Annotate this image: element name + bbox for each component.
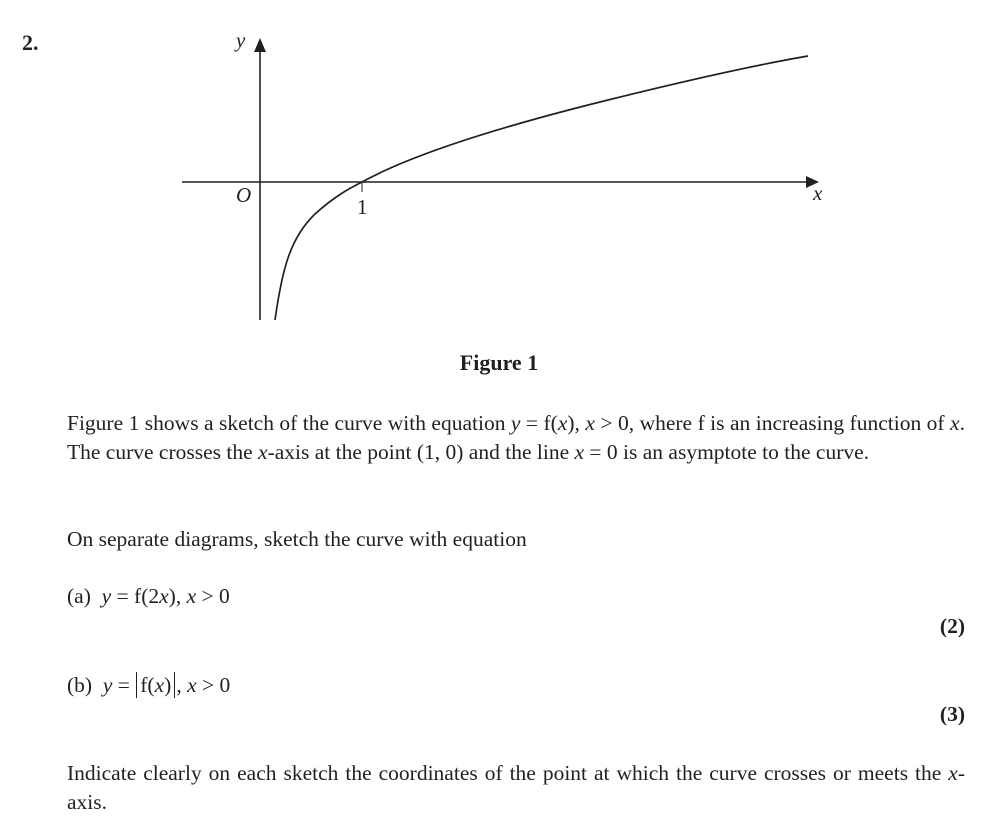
absolute-value: f(x)	[136, 672, 175, 698]
part-a-marks: (2)	[939, 614, 965, 638]
part-b: (b) y = f(x) , x > 0	[67, 673, 231, 697]
y-axis-label: y	[236, 28, 246, 52]
figure-1-sketch	[0, 0, 998, 340]
x-tick-label-1: 1	[357, 195, 368, 219]
y-axis-arrow-icon	[254, 38, 266, 52]
intro-paragraph: Figure 1 shows a sketch of the curve with equation y = f(x), x > 0, where f is an increasing function of x. The curve crosses the x-axis at the point (1, 0) and the line x = 0 is an asymptote to the curve.	[67, 411, 965, 464]
figure-caption: Figure 1	[459, 350, 539, 375]
instruction-text: On separate diagrams, sketch the curve with equation	[67, 527, 527, 551]
curve-y-equals-f-x	[275, 56, 808, 320]
question-number: 2.	[22, 30, 39, 55]
part-a: (a) y = f(2x), x > 0	[67, 584, 230, 608]
x-axis-label: x	[813, 181, 823, 205]
part-b-marks: (3)	[939, 702, 965, 726]
closing-instruction: Indicate clearly on each sketch the coordinates of the point at which the curve crosses or meets the x-axis.	[67, 761, 965, 814]
origin-label: O	[236, 183, 252, 207]
